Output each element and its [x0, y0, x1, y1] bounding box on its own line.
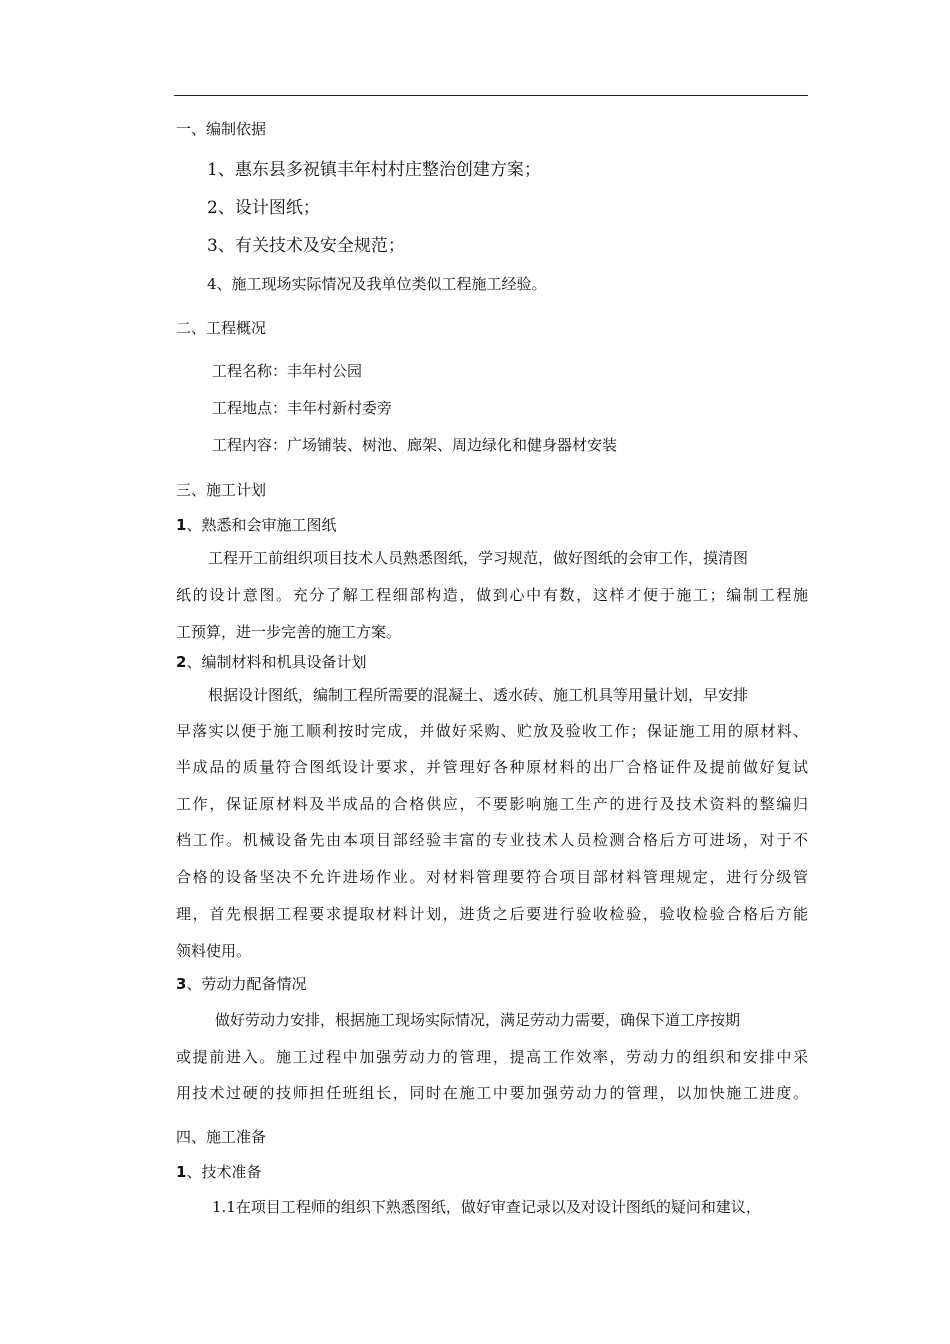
paragraph-line: 理，首先根据工程要求提取材料计划，进货之后要进行验收检验，验收检验合格后方能 — [176, 905, 808, 923]
paragraph-line: 工预算，进一步完善的施工方案。 — [176, 623, 402, 641]
basis-item: 2、设计图纸； — [207, 198, 320, 218]
paragraph-line: 1.1在项目工程师的组织下熟悉图纸，做好审查记录以及对设计图纸的疑问和建议， — [212, 1198, 761, 1216]
paragraph-line: 半成品的质量符合图纸设计要求，并管理好各种原材料的出厂合格证件及提前做好复试 — [176, 758, 808, 776]
paragraph-line: 做好劳动力安排，根据施工现场实际情况，满足劳动力需要，确保下道工序按期 — [215, 1011, 741, 1029]
paragraph-line: 或提前进入。施工过程中加强劳动力的管理，提高工作效率，劳动力的组织和安排中采 — [176, 1048, 808, 1066]
section-heading-plan: 三、施工计划 — [176, 481, 267, 499]
paragraph-line: 根据设计图纸，编制工程所需要的混凝土、透水砖、施工机具等用量计划，早安排 — [208, 686, 749, 704]
subheading-drawings: 1、熟悉和会审施工图纸 — [176, 516, 337, 534]
paragraph-line: 纸的设计意图。充分了解工程细部构造，做到心中有数，这样才便于施工；编制工程施 — [176, 586, 808, 604]
subheading-materials: 2、编制材料和机具设备计划 — [176, 653, 367, 671]
overview-item: 工程地点：丰年村新村委旁 — [212, 399, 393, 417]
paragraph-line: 工作，保证原材料及半成品的合格供应，不要影响施工生产的进行及技术资料的整编归 — [176, 795, 808, 813]
paragraph-line: 工程开工前组织项目技术人员熟悉图纸，学习规范，做好图纸的会审工作，摸清图 — [208, 549, 749, 567]
basis-item: 3、有关技术及安全规范； — [207, 236, 405, 256]
section-heading-overview: 二、工程概况 — [176, 319, 267, 337]
paragraph-line: 用技术过硬的技师担任班组长，同时在施工中要加强劳动力的管理，以加快施工进度。 — [176, 1084, 808, 1102]
section-heading-preparation: 四、施工准备 — [176, 1128, 267, 1146]
basis-item: 4、施工现场实际情况及我单位类似工程施工经验。 — [207, 275, 547, 293]
basis-item: 1、惠东县多祝镇丰年村村庄整治创建方案； — [207, 160, 541, 180]
paragraph-line: 早落实以便于施工顺利按时完成，并做好采购、贮放及验收工作；保证施工用的原材料、 — [176, 722, 808, 740]
paragraph-line: 领料使用。 — [176, 942, 252, 960]
subheading-labor: 3、劳动力配备情况 — [176, 975, 307, 993]
overview-item: 工程内容：广场铺装、树池、廊架、周边绿化和健身器材安装 — [212, 436, 618, 454]
paragraph-line: 合格的设备坚决不允许进场作业。对材料管理要符合项目部材料管理规定，进行分级管 — [176, 868, 808, 886]
subheading-technical: 1、技术准备 — [176, 1163, 262, 1181]
paragraph-line: 档工作。机械设备先由本项目部经验丰富的专业技术人员检测合格后方可进场，对于不 — [176, 831, 808, 849]
overview-item: 工程名称：丰年村公园 — [212, 362, 363, 380]
section-heading-basis: 一、编制依据 — [176, 120, 267, 138]
header-rule — [174, 95, 808, 96]
